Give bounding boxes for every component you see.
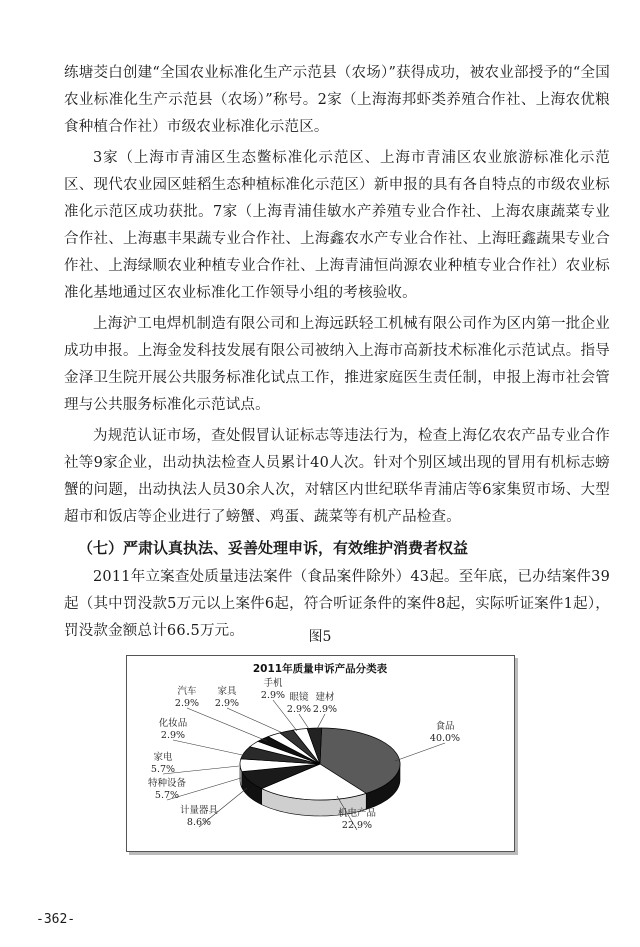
pie-leader-line-7 [227, 708, 285, 734]
pie-label-name-4: 家电 [153, 752, 173, 763]
section-heading: （七）严肃认真执法、妥善处理申诉，有效维护消费者权益 [78, 539, 469, 557]
pie-label-value-8: 2.9% [260, 690, 286, 701]
pie-label-name-6: 汽车 [177, 686, 197, 697]
page-number: -362- [36, 912, 76, 927]
paragraph-2: 3家（上海市青浦区生态鳖标准化示范区、上海市青浦区农业旅游标准化示范区、现代农业园区蛙稻生态种植标准化示范区）新申报的具有各自特点的市级农业标准化示范区成功获批。7家（上海青浦佳敏水产养殖专业合作社、上海农康蔬菜专业合作社、上海惠丰果蔬专业合作社、上海鑫农水产专业合作社、上海旺鑫蔬果专业合作社、上海绿顺农业种植专业合作社、上海青浦恒尚源农业种植专业合作社）农业标准化基地通过区农业标准化工作领导小组的考核验收。 [64, 150, 610, 301]
pie-label-name-5: 化妆品 [158, 718, 188, 729]
figure-label: 图5 [308, 629, 332, 645]
body-text [64, 60, 610, 649]
pie-chart-frame [126, 655, 515, 852]
pie-leader-line-5 [173, 740, 247, 756]
chart-title: 2011年质量申诉产品分类表 [252, 663, 388, 675]
pie-label-value-4: 5.7% [150, 764, 176, 775]
pie-label-name-8: 手机 [263, 678, 283, 689]
pie-label-value-1: 22.9% [341, 820, 373, 831]
paragraph-3: 上海沪工电焊机制造有限公司和上海远跃轻工机械有限公司作为区内第一批企业成功申报。上海金发科技发展有限公司被纳入上海市高新技术标准化示范试点。指导金泽卫生院开展公共服务标准化试点工作，推进家庭医生责任制，申报上海市社会管理与公共服务标准化示范试点。 [64, 316, 610, 413]
pie-leader-line-0 [395, 743, 445, 761]
pie-label-value-6: 2.9% [174, 698, 200, 709]
pie-leader-line-6 [187, 708, 267, 741]
pie-slices [240, 728, 400, 800]
paragraph-4: 为规范认证市场，查处假冒认证标志等违法行为，检查上海亿农农产品专业合作社等9家企业，出动执法检查人员累计40人次。针对个别区域出现的冒用有机标志螃蟹的问题，出动执法人员30余人次，对辖区内世纪联华青浦店等6家集贸市场、大型超市和饭店等企业进行了螃蟹、鸡蛋、蔬菜等有机产品检查。 [64, 428, 610, 525]
pie-label-value-7: 2.9% [214, 698, 240, 709]
pie-label-value-0: 40.0% [429, 733, 461, 744]
pie-leader-line-10 [317, 714, 325, 729]
pie-label-name-1: 机电产品 [337, 808, 377, 819]
pie-leader-line-9 [299, 714, 309, 729]
pie-chart [127, 656, 514, 851]
section-paragraph: 2011年立案查处质量违法案件（食品案件除外）43起。至年底，已办结案件39起（其中罚没款5万元以上案件6起，符合听证条件的案件8起，实际听证案件1起），罚没款金额总计66.5万元。 [64, 569, 610, 639]
pie-label-name-9: 眼镜 [289, 692, 309, 703]
pie-label-value-3: 5.7% [154, 790, 180, 801]
pie-label-name-3: 特种设备 [147, 778, 187, 789]
paragraph-1: 练塘茭白创建“全国农业标准化生产示范县（农场）”获得成功，被农业部授予的“全国农业标准化生产示范县（农场）”称号。2家（上海海邦虾类养殖合作社、上海农优粮食种植合作社）市级农业标准化示范区。 [64, 65, 610, 135]
pie-label-value-9: 2.9% [286, 704, 312, 715]
pie-label-name-2: 计量器具 [179, 805, 219, 816]
pie-label-value-10: 2.9% [312, 704, 338, 715]
pie-label-name-10: 建材 [315, 692, 335, 703]
pie-label-value-5: 2.9% [160, 730, 186, 741]
pie-label-value-2: 8.6% [186, 817, 212, 828]
pie-label-name-0: 食品 [435, 721, 455, 732]
pie-label-name-7: 家具 [217, 686, 237, 697]
